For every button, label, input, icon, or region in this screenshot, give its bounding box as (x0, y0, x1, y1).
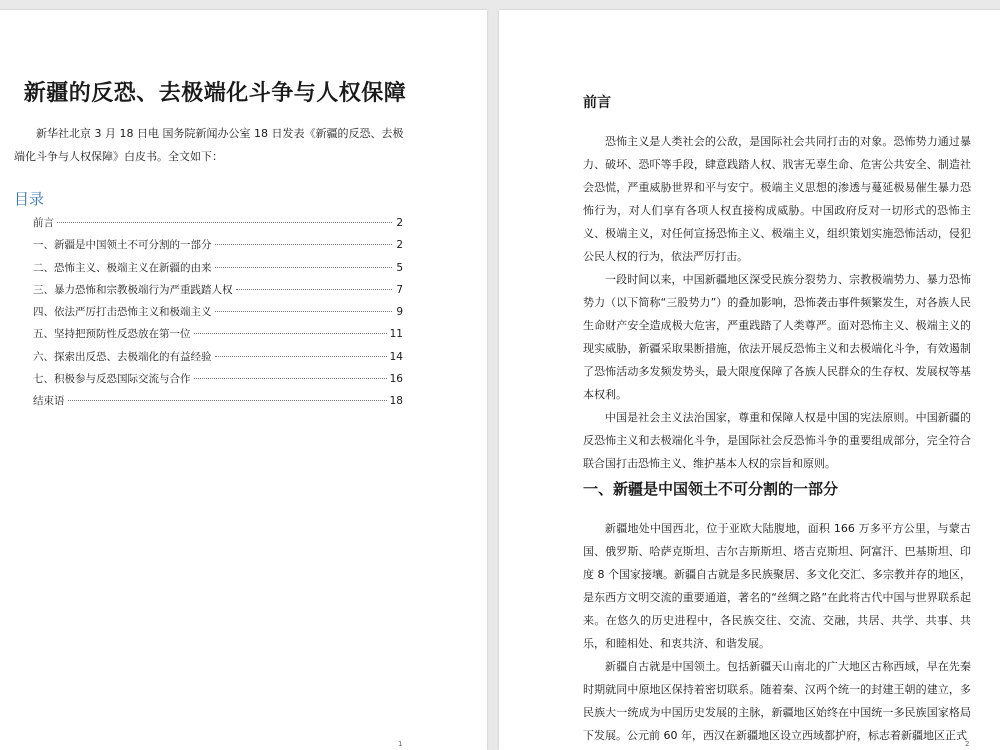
toc-entry-label: 二、恐怖主义、极端主义在新疆的由来 (33, 261, 212, 274)
document-title: 新疆的反恐、去极端化斗争与人权保障 (23, 80, 407, 106)
document-page-1 (0, 10, 487, 750)
toc-entry[interactable] (33, 349, 403, 371)
table-of-contents (33, 215, 403, 416)
toc-entry[interactable] (33, 260, 403, 282)
intro-paragraph: 新华社北京 3 月 18 日电 国务院新闻办公室 18 日发表《新疆的反恐、去极端化斗争与人权保障》白皮书。全文如下： (14, 127, 404, 163)
toc-entry-label: 五、坚持把预防性反恐放在第一位 (33, 328, 191, 341)
toc-leader (68, 400, 387, 401)
toc-leader (215, 267, 393, 268)
page-number: 1 (398, 740, 403, 748)
body-paragraph: 中国是社会主义法治国家，尊重和保障人权是中国的宪法原则。中国新疆的反恐怖主义和去极端化斗争，是国际社会反恐怖斗争的重要组成部分，完全符合联合国打击恐怖主义、维护基本人权的宗旨和原则。 (583, 411, 971, 470)
preface-body (583, 130, 971, 475)
toc-leader (215, 311, 393, 312)
toc-entry[interactable] (33, 393, 403, 415)
toc-entry-page: 16 (389, 373, 403, 386)
toc-entry[interactable] (33, 282, 403, 304)
page-number: 2 (965, 740, 970, 748)
toc-entry-page: 18 (389, 395, 403, 408)
toc-entry-label: 三、暴力恐怖和宗教极端行为严重践踏人权 (33, 283, 233, 296)
toc-entry-label: 七、积极参与反恐国际交流与合作 (33, 373, 191, 386)
toc-leader (215, 356, 387, 357)
toc-leader (194, 333, 387, 334)
toc-entry[interactable] (33, 326, 403, 348)
preface-heading: 前言 (583, 95, 611, 111)
toc-entry-page: 5 (396, 261, 403, 274)
body-paragraph: 一段时间以来，中国新疆地区深受民族分裂势力、宗教极端势力、暴力恐怖势力（以下简称“三股势力”）的叠加影响，恐怖袭击事件频繁发生，对各族人民生命财产安全造成极大危害，严重践踏了人类尊严。面对恐怖主义、极端主义的现实威胁，新疆采取果断措施，依法开展反恐怖主义和去极端化斗争，有效遏制了恐怖活动多发频发势头，最大限度保障了各族人民群众的生存权、发展权等基本权利。 (583, 273, 971, 401)
toc-entry-page: 2 (396, 239, 403, 252)
toc-leader (194, 378, 387, 379)
toc-entry-page: 11 (389, 328, 403, 341)
body-paragraph: 新疆自古就是中国领土。包括新疆天山南北的广大地区古称西域，早在先秦时期就同中原地区保持着密切联系。随着秦、汉两个统一的封建王朝的建立，多民族大一统成为中国历史发展的主脉，新疆地区始终在中国统一多民族国家格局下发展。公元前 60 年，西汉在新疆地区设立西域都护府，标志着新疆地区正式 (583, 660, 971, 742)
document-page-2 (499, 10, 1000, 750)
toc-entry[interactable] (33, 215, 403, 237)
toc-leader (236, 289, 393, 290)
toc-entry-label: 一、新疆是中国领土不可分割的一部分 (33, 239, 212, 252)
toc-entry-page: 9 (396, 306, 403, 319)
toc-entry-page: 2 (396, 217, 403, 229)
toc-entry-label: 结束语 (33, 395, 65, 408)
toc-heading: 目录 (14, 190, 45, 208)
toc-entry-label: 前言 (33, 217, 54, 229)
section-body (583, 517, 971, 747)
toc-leader (215, 244, 393, 245)
toc-entry-page: 14 (389, 350, 403, 363)
toc-entry-page: 7 (396, 283, 403, 296)
toc-entry[interactable] (33, 371, 403, 393)
toc-entry-label: 四、依法严厉打击恐怖主义和极端主义 (33, 306, 212, 319)
body-paragraph: 恐怖主义是人类社会的公敌，是国际社会共同打击的对象。恐怖势力通过暴力、破坏、恐吓等手段，肆意践踏人权、戕害无辜生命、危害公共安全、制造社会恐慌，严重威胁世界和平与安宁。极端主义思想的渗透与蔓延极易催生暴力恐怖行为，对人们享有各项人权直接构成威胁。中国政府反对一切形式的恐怖主义、极端主义，对任何宣扬恐怖主义、极端主义，组织策划实施恐怖活动，侵犯公民人权的行为，依法严厉打击。 (583, 135, 971, 263)
toc-entry-label: 六、探索出反恐、去极端化的有益经验 (33, 350, 212, 363)
toc-entry[interactable] (33, 237, 403, 259)
section-heading: 一、新疆是中国领土不可分割的一部分 (583, 480, 839, 498)
body-paragraph: 新疆地处中国西北，位于亚欧大陆腹地，面积 166 万多平方公里，与蒙古国、俄罗斯、哈萨克斯坦、吉尔吉斯斯坦、塔吉克斯坦、阿富汗、巴基斯坦、印度 8 个国家接壤。新疆自古就是多民族聚居、多文化交汇、多宗教并存的地区，是东西方文明交流的重要通道，著名的“丝绸之路”在此将古代中国与世界联系起来。在悠久的历史进程中，各民族交往、交流、交融，共居、共学、共事、共乐，和睦相处、和衷共济、和谐发展。 (583, 522, 971, 650)
toc-leader (57, 222, 392, 223)
toc-entry[interactable] (33, 304, 403, 326)
